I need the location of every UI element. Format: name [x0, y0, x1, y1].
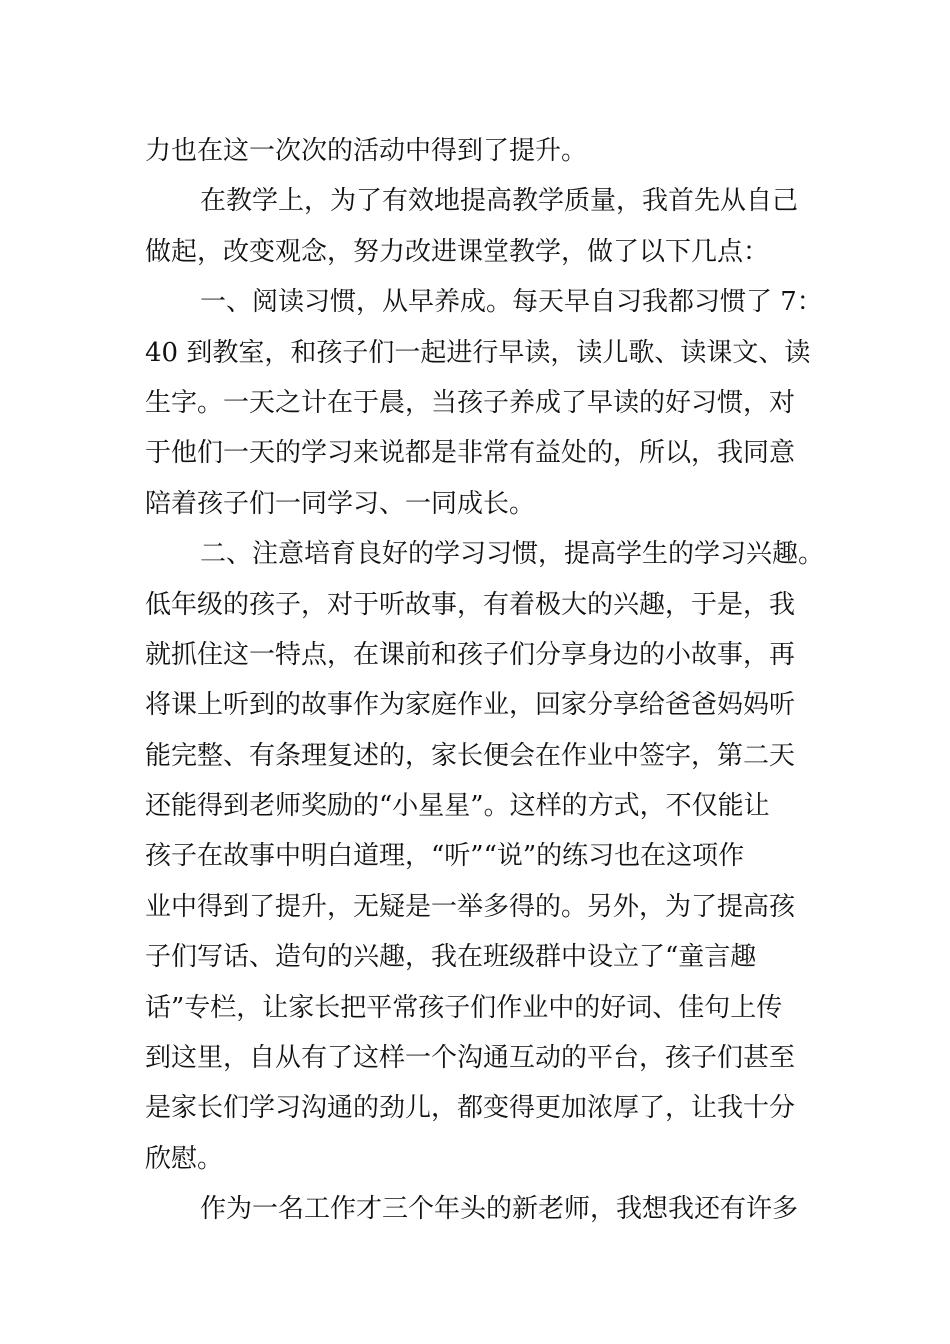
- text-line: 于他们一天的学习来说都是非常有益处的，所以，我同意: [145, 438, 796, 469]
- text-line: 能完整、有条理复述的，家长便会在作业中签字，第二天: [145, 740, 796, 771]
- text-line: 将课上听到的故事作为家庭作业，回家分享给爸爸妈妈听: [145, 690, 796, 721]
- text-line: 40 到教室，和孩子们一起进行早读，读儿歌、读课文、读: [145, 337, 811, 368]
- text-line: 做起，改变观念，努力改进课堂教学，做了以下几点：: [145, 236, 770, 267]
- text-line: 到这里，自从有了这样一个沟通互动的平台，孩子们甚至: [145, 1043, 796, 1074]
- text-line: 低年级的孩子，对于听故事，有着极大的兴趣，于是，我: [145, 589, 796, 620]
- text-line: 子们写话、造句的兴趣，我在班级群中设立了“童言趣: [145, 942, 757, 973]
- body-text: [145, 126, 845, 1235]
- text-line: 话”专栏，让家长把平常孩子们作业中的好词、佳句上传: [145, 992, 783, 1023]
- text-line: 力也在这一次次的活动中得到了提升。: [145, 136, 588, 166]
- text-line: 作为一名工作才三个年头的新老师，我想我还有许多: [200, 1194, 799, 1225]
- text-line: 在教学上，为了有效地提高教学质量，我首先从自己: [200, 186, 799, 217]
- text-line: 还能得到老师奖励的“小星星”。这样的方式，不仅能让: [145, 791, 770, 822]
- text-line: 是家长们学习沟通的劲儿，都变得更加浓厚了，让我十分: [145, 1093, 796, 1124]
- text-line: 二、注意培育良好的学习习惯，提高学生的学习兴趣。: [200, 539, 825, 570]
- text-line: 就抓住这一特点，在课前和孩子们分享身边的小故事，再: [145, 639, 796, 670]
- text-line: 业中得到了提升，无疑是一举多得的。另外，为了提高孩: [145, 891, 796, 922]
- text-line: 欣慰。: [145, 1143, 224, 1174]
- text-line: 生字。一天之计在于晨，当孩子养成了早读的好习惯，对: [145, 387, 796, 418]
- text-line: 一、阅读习惯，从早养成。每天早自习我都习惯了 7：: [200, 287, 823, 318]
- text-line: 陪着孩子们一同学习、一同成长。: [145, 488, 536, 519]
- text-line: 孩子在故事中明白道理，“听”“说”的练习也在这项作: [145, 841, 745, 872]
